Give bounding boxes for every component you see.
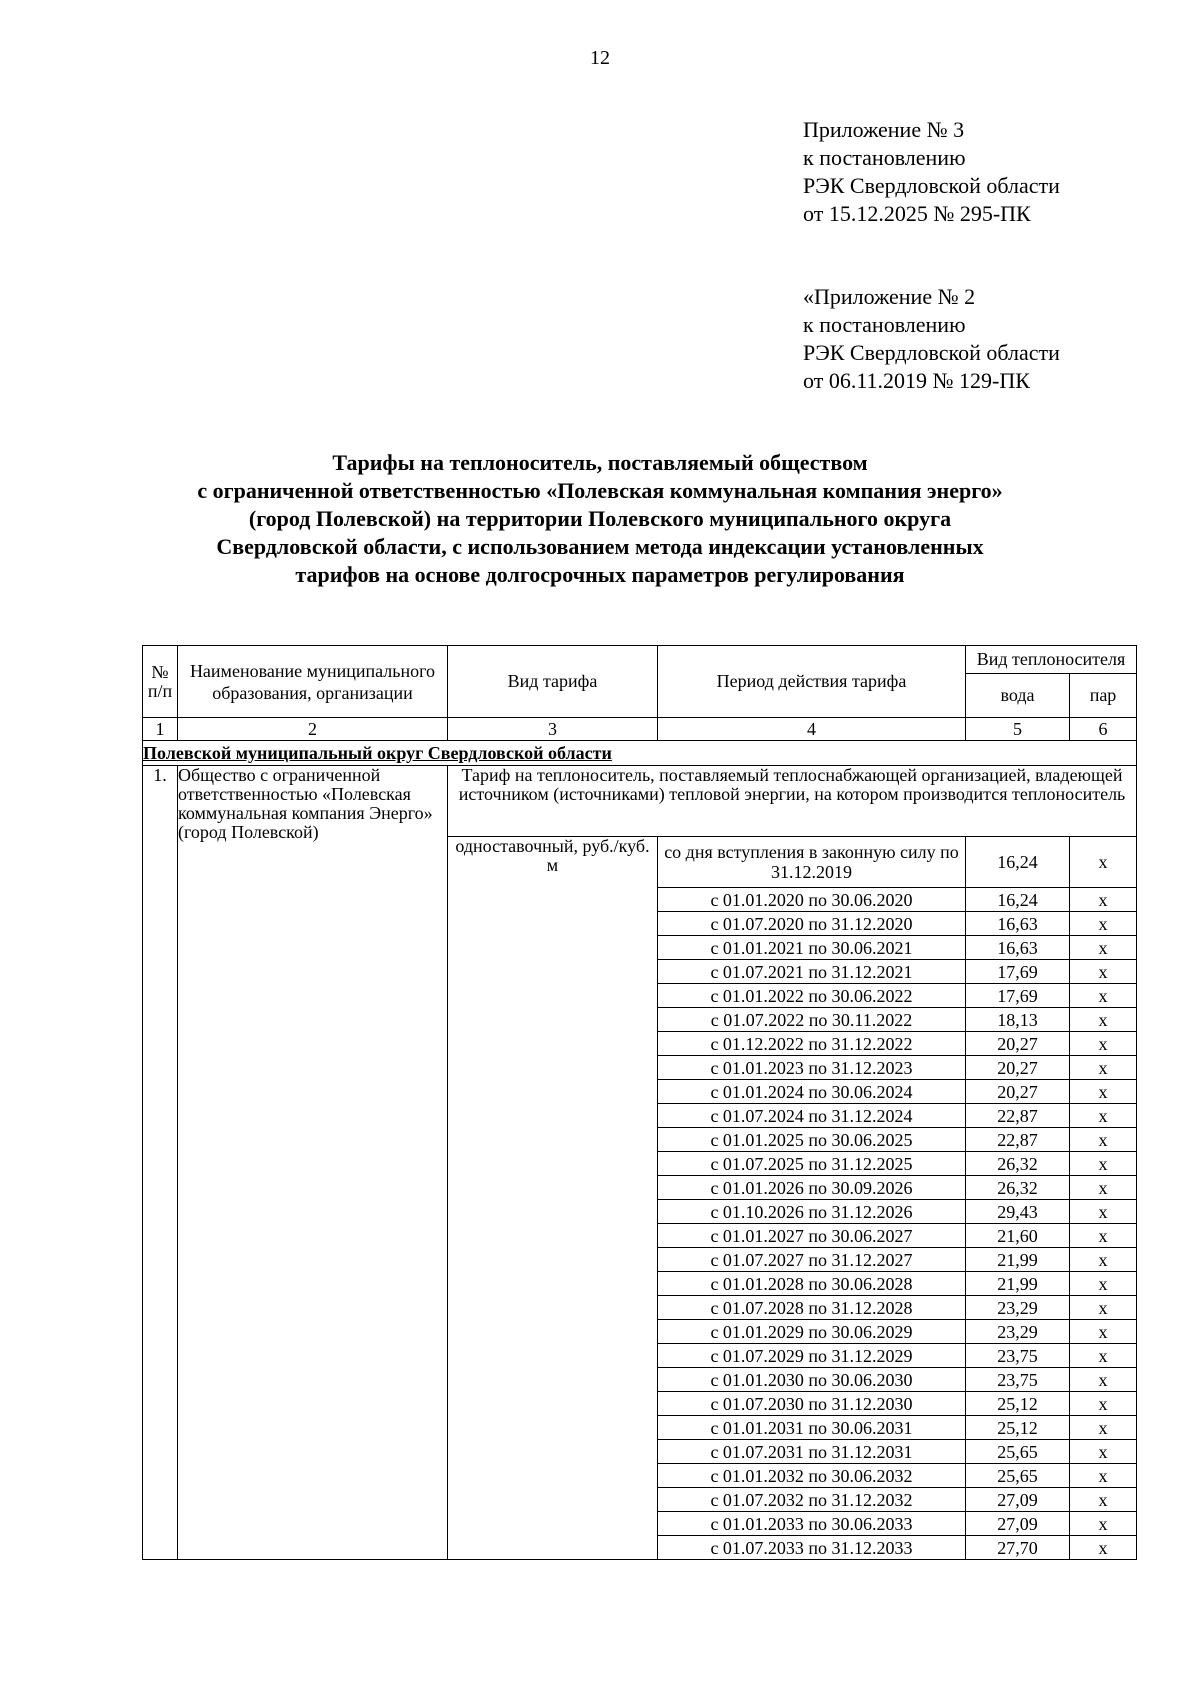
water-tariff-cell: 25,65: [966, 1440, 1070, 1464]
header-name: Наименование муниципального образования, организации: [178, 646, 448, 718]
period-cell: с 01.07.2025 по 31.12.2025: [658, 1152, 966, 1176]
steam-tariff-cell: х: [1070, 912, 1137, 936]
water-tariff-cell: 22,87: [966, 1128, 1070, 1152]
period-cell: с 01.07.2027 по 31.12.2027: [658, 1248, 966, 1272]
water-tariff-cell: 27,09: [966, 1512, 1070, 1536]
water-tariff-cell: 20,27: [966, 1080, 1070, 1104]
header-num: № п/п: [143, 646, 178, 718]
steam-tariff-cell: х: [1070, 1248, 1137, 1272]
period-cell: с 01.07.2033 по 31.12.2033: [658, 1536, 966, 1560]
steam-tariff-cell: х: [1070, 1416, 1137, 1440]
period-cell: с 01.01.2024 по 30.06.2024: [658, 1080, 966, 1104]
steam-tariff-cell: х: [1070, 1536, 1137, 1560]
column-number: 5: [966, 718, 1070, 741]
water-tariff-cell: 23,75: [966, 1344, 1070, 1368]
title-line: Тарифы на теплоноситель, поставляемый обществом: [332, 450, 868, 475]
document-title: [0, 449, 1200, 589]
section-title: Полевской муниципальный округ Свердловской области: [143, 741, 1137, 766]
water-tariff-cell: 20,27: [966, 1032, 1070, 1056]
water-tariff-cell: 16,24: [966, 837, 1070, 888]
water-tariff-cell: 26,32: [966, 1152, 1070, 1176]
period-cell: с 01.12.2022 по 31.12.2022: [658, 1032, 966, 1056]
steam-tariff-cell: х: [1070, 1440, 1137, 1464]
appendix-line: РЭК Свердловской области: [803, 340, 1060, 365]
steam-tariff-cell: х: [1070, 1152, 1137, 1176]
tariff-type: одноставочный, руб./куб. м: [448, 837, 658, 1560]
steam-tariff-cell: х: [1070, 1080, 1137, 1104]
steam-tariff-cell: х: [1070, 1320, 1137, 1344]
appendix-line: Приложение № 3: [803, 117, 965, 142]
steam-tariff-cell: х: [1070, 888, 1137, 912]
tariff-description: Тариф на теплоноситель, поставляемый теплоснабжающей организацией, владеющей источником (источниками) тепловой энергии, на котором производится теплоноситель: [448, 766, 1137, 837]
tariff-table: [142, 645, 1137, 1560]
header-water: вода: [966, 674, 1070, 718]
water-tariff-cell: 25,12: [966, 1416, 1070, 1440]
period-cell: с 01.07.2022 по 30.11.2022: [658, 1008, 966, 1032]
appendix-current: [803, 116, 1060, 228]
steam-tariff-cell: х: [1070, 1272, 1137, 1296]
period-cell: с 01.01.2033 по 30.06.2033: [658, 1512, 966, 1536]
appendix-line: от 06.11.2019 № 129-ПК: [803, 368, 1030, 393]
steam-tariff-cell: х: [1070, 984, 1137, 1008]
title-line: Свердловской области, с использованием метода индексации установленных: [216, 534, 984, 559]
water-tariff-cell: 21,99: [966, 1248, 1070, 1272]
column-number: 1: [143, 718, 178, 741]
steam-tariff-cell: х: [1070, 1008, 1137, 1032]
period-cell: с 01.01.2025 по 30.06.2025: [658, 1128, 966, 1152]
appendix-line: к постановлению: [803, 145, 966, 170]
period-cell: с 01.01.2026 по 30.09.2026: [658, 1176, 966, 1200]
period-cell: с 01.01.2028 по 30.06.2028: [658, 1272, 966, 1296]
period-cell: с 01.01.2032 по 30.06.2032: [658, 1464, 966, 1488]
water-tariff-cell: 25,12: [966, 1392, 1070, 1416]
steam-tariff-cell: х: [1070, 1224, 1137, 1248]
period-cell: с 01.01.2023 по 31.12.2023: [658, 1056, 966, 1080]
period-cell: с 01.01.2029 по 30.06.2029: [658, 1320, 966, 1344]
period-cell: с 01.07.2029 по 31.12.2029: [658, 1344, 966, 1368]
organization-name: Общество с ограниченной ответственностью «Полевская коммунальная компания Энерго» (город Полевской): [178, 766, 448, 1560]
steam-tariff-cell: х: [1070, 1368, 1137, 1392]
row-index: 1.: [143, 766, 178, 1560]
steam-tariff-cell: х: [1070, 1056, 1137, 1080]
header-tariff-type: Вид тарифа: [448, 646, 658, 718]
period-cell: с 01.01.2021 по 30.06.2021: [658, 936, 966, 960]
header-period: Период действия тарифа: [658, 646, 966, 718]
steam-tariff-cell: х: [1070, 1032, 1137, 1056]
period-cell: с 01.01.2022 по 30.06.2022: [658, 984, 966, 1008]
steam-tariff-cell: х: [1070, 1512, 1137, 1536]
steam-tariff-cell: х: [1070, 1200, 1137, 1224]
steam-tariff-cell: х: [1070, 1488, 1137, 1512]
water-tariff-cell: 20,27: [966, 1056, 1070, 1080]
water-tariff-cell: 16,63: [966, 912, 1070, 936]
water-tariff-cell: 23,29: [966, 1320, 1070, 1344]
column-number: 4: [658, 718, 966, 741]
steam-tariff-cell: х: [1070, 1296, 1137, 1320]
water-tariff-cell: 16,63: [966, 936, 1070, 960]
water-tariff-cell: 27,09: [966, 1488, 1070, 1512]
water-tariff-cell: 17,69: [966, 960, 1070, 984]
period-cell: с 01.07.2032 по 31.12.2032: [658, 1488, 966, 1512]
title-line: (город Полевской) на территории Полевского муниципального округа: [248, 506, 952, 531]
steam-tariff-cell: х: [1070, 1128, 1137, 1152]
period-cell: с 01.07.2020 по 31.12.2020: [658, 912, 966, 936]
header-steam: пар: [1070, 674, 1137, 718]
period-cell: с 01.10.2026 по 31.12.2026: [658, 1200, 966, 1224]
period-cell: с 01.07.2028 по 31.12.2028: [658, 1296, 966, 1320]
steam-tariff-cell: х: [1070, 1104, 1137, 1128]
steam-tariff-cell: х: [1070, 960, 1137, 984]
period-cell: с 01.01.2020 по 30.06.2020: [658, 888, 966, 912]
title-line: с ограниченной ответственностью «Полевская коммунальная компания энерго»: [197, 478, 1003, 503]
period-cell: с 01.07.2031 по 31.12.2031: [658, 1440, 966, 1464]
period-cell: со дня вступления в законную силу по 31.12.2019: [658, 837, 966, 888]
steam-tariff-cell: х: [1070, 1344, 1137, 1368]
water-tariff-cell: 17,69: [966, 984, 1070, 1008]
water-tariff-cell: 22,87: [966, 1104, 1070, 1128]
appendix-line: «Приложение № 2: [803, 284, 976, 309]
steam-tariff-cell: х: [1070, 1392, 1137, 1416]
steam-tariff-cell: х: [1070, 1464, 1137, 1488]
steam-tariff-cell: х: [1070, 936, 1137, 960]
period-cell: с 01.01.2030 по 30.06.2030: [658, 1368, 966, 1392]
period-cell: с 01.07.2030 по 31.12.2030: [658, 1392, 966, 1416]
steam-tariff-cell: х: [1070, 1176, 1137, 1200]
appendix-line: РЭК Свердловской области: [803, 173, 1060, 198]
period-cell: с 01.07.2024 по 31.12.2024: [658, 1104, 966, 1128]
water-tariff-cell: 21,99: [966, 1272, 1070, 1296]
water-tariff-cell: 25,65: [966, 1464, 1070, 1488]
appendix-original: [803, 283, 1060, 395]
column-number: 3: [448, 718, 658, 741]
water-tariff-cell: 23,75: [966, 1368, 1070, 1392]
column-number: 2: [178, 718, 448, 741]
period-cell: с 01.07.2021 по 31.12.2021: [658, 960, 966, 984]
period-cell: с 01.01.2031 по 30.06.2031: [658, 1416, 966, 1440]
steam-tariff-cell: х: [1070, 837, 1137, 888]
water-tariff-cell: 29,43: [966, 1200, 1070, 1224]
water-tariff-cell: 16,24: [966, 888, 1070, 912]
water-tariff-cell: 27,70: [966, 1536, 1070, 1560]
water-tariff-cell: 23,29: [966, 1296, 1070, 1320]
water-tariff-cell: 18,13: [966, 1008, 1070, 1032]
column-number: 6: [1070, 718, 1137, 741]
appendix-line: к постановлению: [803, 312, 966, 337]
header-carrier: Вид теплоносителя: [966, 646, 1137, 674]
water-tariff-cell: 21,60: [966, 1224, 1070, 1248]
appendix-line: от 15.12.2025 № 295-ПК: [803, 201, 1031, 226]
title-line: тарифов на основе долгосрочных параметров регулирования: [295, 562, 905, 587]
page-number: 12: [590, 47, 610, 69]
water-tariff-cell: 26,32: [966, 1176, 1070, 1200]
period-cell: с 01.01.2027 по 30.06.2027: [658, 1224, 966, 1248]
